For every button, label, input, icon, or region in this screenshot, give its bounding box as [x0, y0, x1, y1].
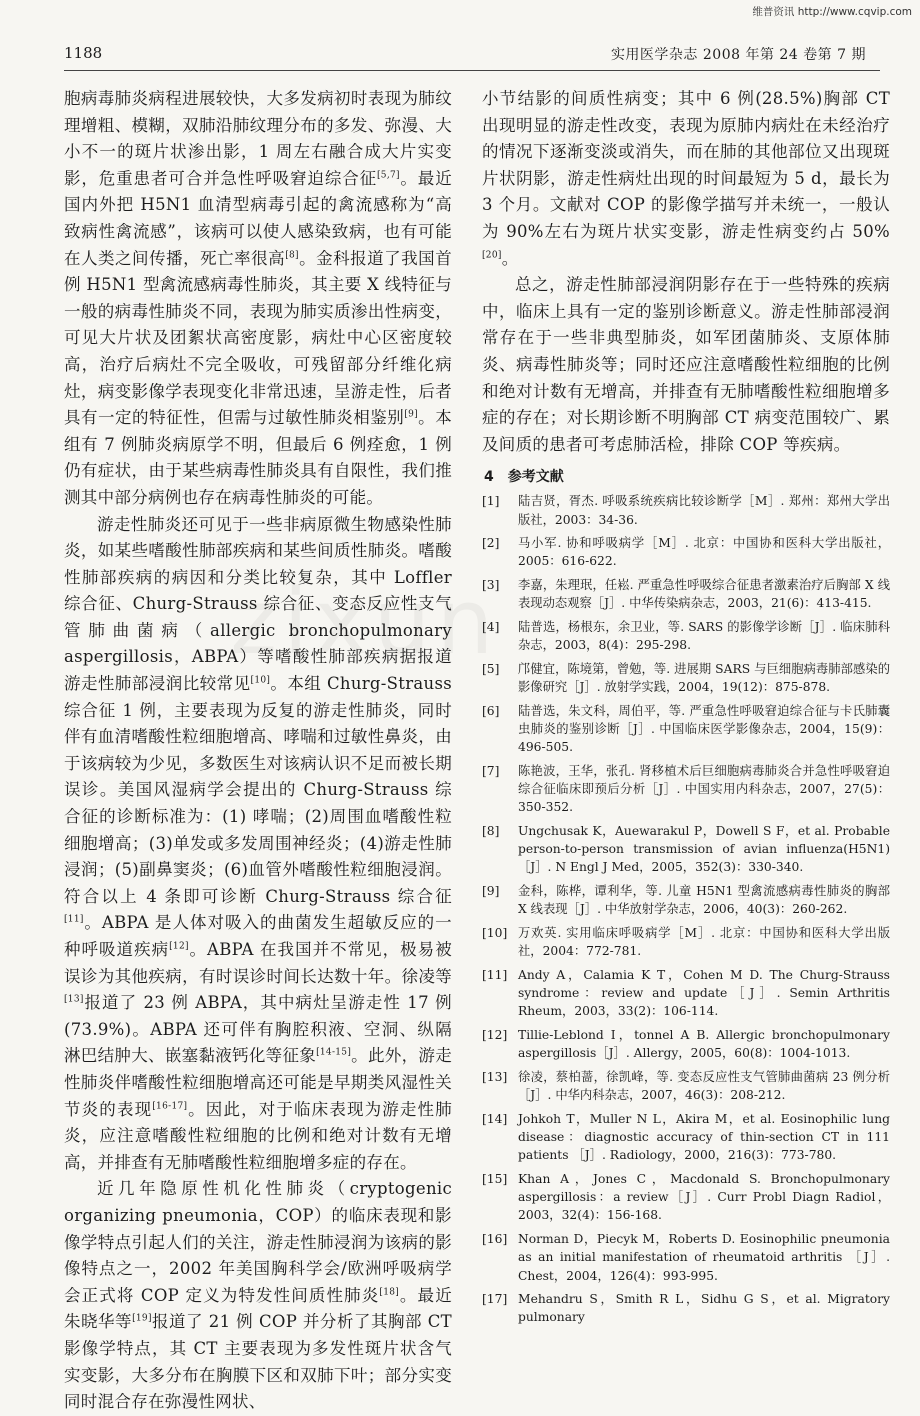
reference-item	[482, 924, 890, 960]
right-body-text	[482, 86, 890, 458]
reference-number: [7]	[482, 763, 500, 778]
citation-marker: [11]	[64, 914, 84, 925]
reference-item	[482, 1026, 890, 1062]
reference-item	[482, 1110, 890, 1165]
body-paragraph: 胞病毒肺炎病程进展较快，大多发病初时表现为肺纹理增粗、模糊，双肺沿肺纹理分布的多发、弥漫、大小不一的斑片状渗出影，1 周左右融合成大片实变影，危重患者可合并急性呼吸窘迫综合征[5,7]。最近国内外把 H5N1 血清型病毒引起的禽流感称为“高致病性禽流感”，该病可以使人感染致病，也有可能在人类之间传播，死亡率很高[8]。金科报道了我国首例 H5N1 型禽流感病毒性肺炎，其主要 X 线特征与一般的病毒性肺炎不同，表现为肺实质渗出性病变，可见大片状及团絮状高密度影，病灶中心区密度较高，治疗后病灶不完全吸收，可残留部分纤维化病灶，病变影像学表现变化非常迅速，呈游走性，后者具有一定的特征性，但需与过敏性肺炎相鉴别[9]。本组有 7 例肺炎病原学不明，但最后 6 例痊愈，1 例仍有症状，由于某些病毒性肺炎具有自限性，我们推测其中部分病例也存在病毒性肺炎的可能。	[64, 89, 452, 507]
reference-text: Ungchusak K，Auewarakul P，Dowell S F，et al. Probable person-to-person transmission of avian influenza(H5N1)［J］. N Engl J Med，2005，352(3)：330-340.	[518, 824, 890, 875]
reference-item	[482, 1068, 890, 1104]
reference-list	[482, 492, 890, 1326]
reference-text: Johkoh T，Muller N L，Akira M，et al. Eosinophilic lung disease：diagnostic accuracy of thin-section CT in 111 patients ［J］. Radiology，2000，216(3)：773-780.	[518, 1111, 890, 1163]
body-paragraph: 近几年隐原性机化性肺炎（cryptogenic organizing pneumonia，COP）的临床表现和影像学特点引起人们的关注，游走性肺浸润为该病的影像特点之一，2002 年美国胸科学会/欧洲呼吸病学会正式将 COP 定义为特发性间质性肺炎[18]。最近朱晓华等[19]报道了 21 例 COP 并分析了其胸部 CT 影像学特点，其 CT 主要表现为多发性斑片状含气实变影，大多分布在胸膜下区和双肺下叶；部分实变同时混合存在弥漫性网状、	[64, 1179, 452, 1412]
reference-item	[482, 618, 890, 654]
reference-text: 万欢英. 实用临床呼吸病学［M］. 北京：中国协和医科大学出版社，2004：772-781.	[518, 926, 890, 959]
reference-text: 陆吉贤，胥杰. 呼吸系统疾病比较诊断学［M］. 郑州：郑州大学出版社，2003：34-36.	[518, 494, 890, 527]
citation-marker: [8]	[285, 250, 299, 261]
reference-text: Tillie-Leblond I，tonnel A B. Allergic bronchopulmonary aspergillosis［J］. Allergy，2005，60(8)：1004-1013.	[518, 1028, 890, 1061]
reference-number: [17]	[482, 1292, 508, 1307]
reference-text: Norman D，Piecyk M，Roberts D. Eosinophilic pneumonia as an initial manifestation of rheumatoid arthritis ［J］. Chest，2004，126(4)：993-995.	[518, 1232, 890, 1283]
right-column	[482, 86, 890, 1332]
reference-number: [3]	[482, 578, 500, 593]
reference-text: 马小军. 协和呼吸病学［M］. 北京：中国协和医科大学出版社，2005：616-622.	[518, 536, 890, 569]
reference-item	[482, 1170, 890, 1225]
reference-number: [2]	[482, 536, 500, 551]
left-column	[64, 86, 452, 1416]
body-paragraph: 小节结影的间质性病变；其中 6 例(28.5%)胸部 CT 出现明显的游走性改变，表现为原肺内病灶在未经治疗的情况下逐渐变淡或消失，而在肺的其他部位又出现斑片状阴影，游走性病灶出现的时间最短为 5 d，最长为 3 个月。文献对 COP 的影像学描写并未统一，一般认为 90%左右为斑片状实变影，游走性病变约占 50%[20]。	[482, 89, 890, 268]
reference-item	[482, 660, 890, 696]
reference-text: 金科，陈桦，谭利华，等. 儿童 H5N1 型禽流感病毒性肺炎的胸部 X 线表现［J］. 中华放射学杂志，2006，40(3)：260-262.	[518, 884, 890, 917]
reference-number: [4]	[482, 620, 500, 635]
citation-marker: [19]	[132, 1313, 152, 1324]
reference-number: [13]	[482, 1070, 508, 1084]
citation-marker: [14-15]	[316, 1047, 352, 1058]
reference-number: [1]	[482, 494, 500, 509]
reference-text: 陈艳波，王华，张孔. 肾移植术后巨细胞病毒肺炎合并急性呼吸窘迫综合征临床即预后分析［J］. 中国实用内科杂志，2007，27(5)：350-352.	[518, 763, 890, 815]
reference-number: [10]	[482, 926, 508, 941]
citation-marker: [16-17]	[152, 1101, 188, 1112]
body-paragraph: 游走性肺炎还可见于一些非病原微生物感染性肺炎，如某些嗜酸性肺部疾病和某些间质性肺炎。嗜酸性肺部疾病的病因和分类比较复杂，其中 Loffler 综合征、Churg-Strauss 综合征、变态反应性支气管肺曲菌病（allergic bronchopulmonary aspergillosis，ABPA）等嗜酸性肺部疾病据报道游走性肺部浸润比较常见[10]。本组 Churg-Strauss 综合征 1 例，主要表现为反复的游走性肺炎，同时伴有血清嗜酸性粒细胞增高、哮喘和过敏性鼻炎，由于该病较为少见，多数医生对该病认识不足而被长期误诊。美国风湿病学会提出的 Churg-Strauss 综合征的诊断标准为：(1) 哮喘；(2)周围血嗜酸性粒细胞增高；(3)单发或多发周围神经炎；(4)游走性肺浸润；(5)副鼻窦炎；(6)血管外嗜酸性粒细胞浸润。符合以上 4 条即可诊断 Churg-Strauss 综合征[11]。ABPA 是人体对吸入的曲菌发生超敏反应的一种呼吸道疾病[12]。ABPA 在我国并不常见，极易被误诊为其他疾病，有时误诊时间长达数十年。徐凌等[13]报道了 23 例 ABPA，其中病灶呈游走性 17 例(73.9%)。ABPA 还可伴有胸腔积液、空洞、纵隔淋巴结肿大、嵌塞黏液钙化等征象[14-15]。此外，游走性肺炎伴嗜酸性粒细胞增高还可能是早期类风湿性关节炎的表现[16-17]。因此，对于临床表现为游走性肺炎，应注意嗜酸性粒细胞的比例和绝对计数有无增高，并排查有无肺嗜酸性粒细胞增多症的存在。	[64, 514, 453, 1172]
reference-number: [15]	[482, 1172, 508, 1187]
reference-item	[482, 576, 890, 612]
references-heading: 4 参考文献	[484, 469, 564, 486]
reference-text: Khan A，Jones C，Macdonald S. Bronchopulmonary aspergillosis：a review［J］. Curr Probl Diagn Radiol，2003，32(4)：156-168.	[518, 1172, 890, 1223]
reference-text: 邝健宜，陈境第，曾勉，等. 进展期 SARS 与巨细胞病毒肺部感染的影像研究［J］. 放射学实践，2004，19(12)：875-878.	[518, 661, 890, 695]
citation-marker: [10]	[250, 675, 271, 686]
citation-marker: [12]	[169, 941, 189, 952]
reference-item	[482, 1290, 890, 1326]
reference-text: 徐凌，蔡柏蔷，徐凯峰，等. 变态反应性支气管肺曲菌病 23 例分析［J］. 中华内科杂志，2007，46(3)：208-212.	[518, 1070, 890, 1103]
body-paragraph: 总之，游走性肺部浸润阴影存在于一些特殊的疾病中，临床上具有一定的鉴别诊断意义。游走性肺部浸润常存在于一些非典型肺炎，如军团菌肺炎、支原体肺炎、病毒性肺炎等；同时还应注意嗜酸性粒细胞的比例和绝对计数有无增高，并排查有无肺嗜酸性粒细胞增多症的存在；对长期诊断不明胸部 CT 病变范围较广、累及间质的患者可考虑肺活检，排除 COP 等疾病。	[482, 275, 890, 454]
reference-text: Mehandru S，Smith R L，Sidhu G S，et al. Migratory pulmonary	[518, 1292, 890, 1325]
citation-marker: [5,7]	[376, 170, 400, 181]
site-watermark: 维普资讯 http://www.cqvip.com	[752, 6, 912, 18]
citation-marker: [9]	[404, 409, 418, 420]
reference-text: 李嘉，朱理珉，任崧. 严重急性呼吸综合征患者激素治疗后胸部 X 线表现动态观察［J］. 中华传染病杂志，2003，21(6)：413-415.	[518, 578, 890, 611]
reference-number: [12]	[482, 1028, 508, 1043]
reference-item	[482, 702, 890, 757]
reference-number: [8]	[482, 824, 500, 839]
reference-item	[482, 492, 890, 528]
reference-number: [6]	[482, 703, 500, 718]
citation-marker: [18]	[379, 1287, 400, 1298]
reference-number: [5]	[482, 661, 500, 676]
reference-number: [14]	[482, 1111, 508, 1126]
reference-number: [11]	[482, 967, 508, 982]
reference-text: 陆普选，杨根东，余卫业，等. SARS 的影像学诊断［J］. 临床肺科杂志，2003，8(4)：295-298.	[518, 620, 890, 653]
citation-marker: [20]	[482, 250, 502, 261]
reference-item	[482, 1230, 890, 1285]
header-rule	[64, 70, 880, 71]
reference-item	[482, 822, 890, 877]
reference-text: Andy A，Calamia K T，Cohen M D. The Churg-Strauss syndrome：review and update［J］. Semin Arthritis Rheum，2003，33(2)：106-114.	[518, 967, 890, 1019]
reference-number: [16]	[482, 1232, 508, 1247]
reference-item	[482, 882, 890, 918]
reference-number: [9]	[482, 884, 500, 899]
page-number: 1188	[64, 44, 103, 62]
reference-item	[482, 762, 890, 817]
citation-marker: [13]	[64, 994, 84, 1005]
reference-item	[482, 534, 890, 570]
journal-header: 实用医学杂志 2008 年第 24 卷第 7 期	[610, 47, 866, 63]
reference-text: 陆普选，朱文科，周伯平，等. 严重急性呼吸窘迫综合征与卡氏肺囊虫肺炎的鉴别诊断［J］. 中国临床医学影像杂志，2004，15(9)：496-505.	[518, 703, 890, 755]
reference-item	[482, 966, 890, 1021]
